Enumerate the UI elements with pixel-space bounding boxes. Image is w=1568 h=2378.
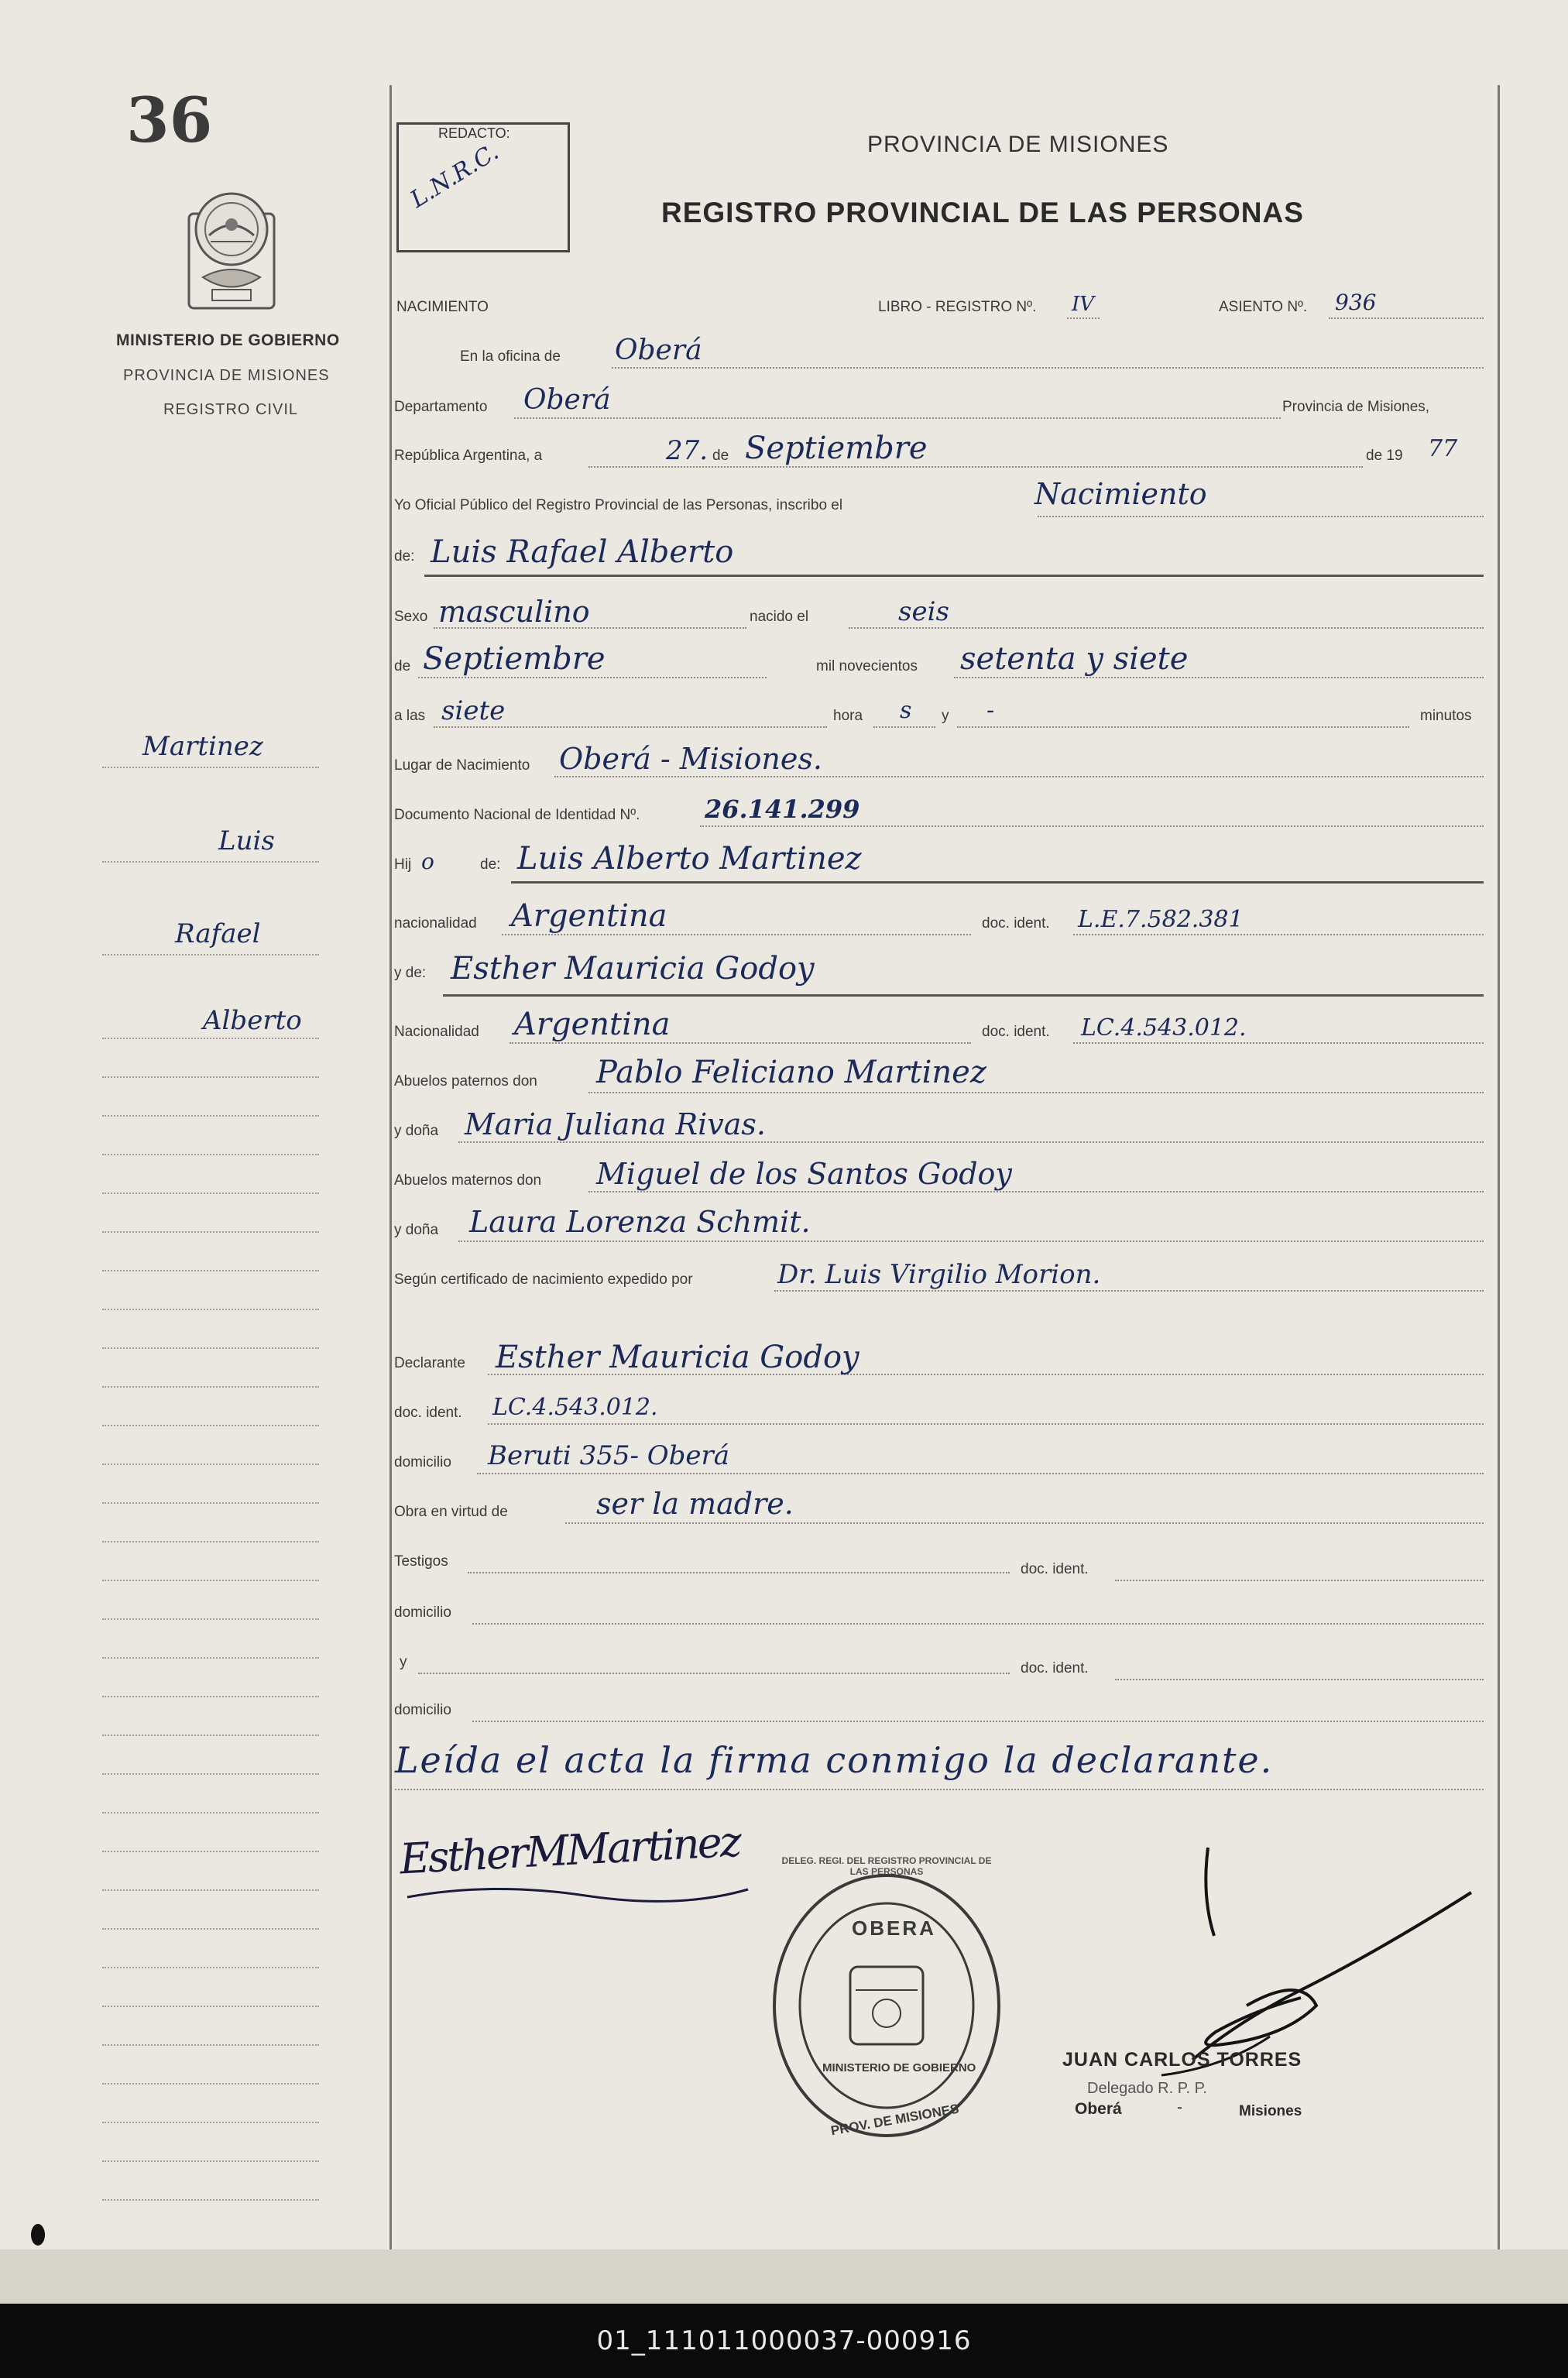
margin-line <box>102 1464 319 1465</box>
domicilio-value: Beruti 355- Oberá <box>488 1440 730 1471</box>
closing-line <box>395 1789 1484 1790</box>
official-province: Misiones <box>1239 2103 1302 2119</box>
margin-line <box>102 1154 319 1155</box>
redacto-label: REDACTO: <box>438 125 510 141</box>
nac-madre-value: Argentina <box>514 1007 671 1042</box>
sexo-value: masculino <box>438 595 590 629</box>
asiento-value: 936 <box>1335 290 1377 315</box>
abuela-materna-value: Laura Lorenza Schmit. <box>469 1205 811 1239</box>
departamento-label: Departamento <box>394 399 488 415</box>
nac-padre-value: Argentina <box>511 898 667 934</box>
certificado-line <box>774 1290 1484 1292</box>
alas-label: a las <box>394 708 426 724</box>
dni-value: 26.141.299 <box>705 794 860 824</box>
libro-line <box>1067 317 1100 319</box>
margin-line <box>102 1851 319 1852</box>
declarante-doc-value: LC.4.543.012. <box>492 1394 658 1421</box>
mil-line <box>954 677 1484 678</box>
hijo-suffix: o <box>421 849 434 874</box>
margin-line <box>102 1192 319 1194</box>
delegation-round-stamp-icon <box>767 1866 1007 2145</box>
margin-line <box>102 1076 319 1078</box>
margin-line <box>102 1967 319 1968</box>
margin-given-name-1: Luis <box>218 825 275 856</box>
margin-line <box>102 1425 319 1426</box>
abuelos-maternos-label: Abuelos maternos don <box>394 1172 542 1189</box>
y-testigo-line <box>418 1673 1010 1674</box>
mes2-line <box>418 677 767 678</box>
margin-line <box>102 2160 319 2162</box>
lugar-line <box>554 776 1484 777</box>
coat-of-arms-icon <box>180 184 283 311</box>
padre-label: de: <box>480 856 501 873</box>
margin-line <box>102 861 319 863</box>
yo-oficial-label: Yo Oficial Público del Registro Provincial de las Personas, inscribo el <box>394 497 843 513</box>
testigos-doc-line <box>1115 1580 1484 1581</box>
republica-label: República Argentina, a <box>394 448 543 464</box>
right-margin-rule <box>1498 85 1500 2253</box>
margin-line <box>102 1309 319 1310</box>
padre-value: Luis Alberto Martinez <box>517 841 862 877</box>
footer-bar <box>0 2304 1568 2378</box>
registry-subheading: REGISTRO CIVIL <box>163 401 299 418</box>
margin-line <box>102 2122 319 2123</box>
certificado-value: Dr. Luis Virgilio Morion. <box>777 1259 1101 1290</box>
province-subheading: PROVINCIA DE MISIONES <box>123 367 330 384</box>
alas-line <box>434 726 827 728</box>
abuelos-paternos-line <box>588 1092 1484 1093</box>
dia-value: 27. <box>666 435 709 466</box>
declarante-doc-line <box>488 1423 1484 1425</box>
nacido-line <box>849 627 1484 629</box>
doc-madre-value: LC.4.543.012. <box>1081 1014 1247 1041</box>
lugar-label: Lugar de Nacimiento <box>394 757 530 774</box>
signature-flourish-icon <box>400 1866 756 1913</box>
hora-value: s <box>900 697 912 724</box>
abuela-paterna-line <box>458 1141 1484 1143</box>
testigos-domicilio-label: domicilio <box>394 1604 451 1621</box>
nacido-value: seis <box>898 596 949 627</box>
y-testigo-doc-line <box>1115 1679 1484 1680</box>
nombre-line <box>424 575 1484 577</box>
doc-padre-value: L.E.7.582.381 <box>1078 906 1244 933</box>
margin-line <box>102 1270 319 1271</box>
abuela-materna-label: y doña <box>394 1222 439 1238</box>
page-number: 36 <box>126 84 213 156</box>
abuelos-paternos-value: Pablo Feliciano Martinez <box>596 1055 986 1090</box>
fecha-line <box>588 466 1363 468</box>
y-testigo-label: y <box>400 1654 407 1670</box>
anio-label: de 19 <box>1366 448 1403 464</box>
testigos-label: Testigos <box>394 1553 448 1570</box>
official-role: Delegado R. P. P. <box>1087 2080 1207 2097</box>
nac-padre-label: nacionalidad <box>394 915 477 932</box>
abuelos-paternos-label: Abuelos paternos don <box>394 1073 537 1089</box>
closing-sentence: Leída el acta la firma conmigo la declarante. <box>395 1739 1274 1781</box>
libro-label: LIBRO - REGISTRO Nº. <box>878 299 1037 315</box>
declarante-doc-label: doc. ident. <box>394 1405 462 1421</box>
stamp-province: PROV. DE MISIONES <box>829 2101 960 2139</box>
doc-madre-label: doc. ident. <box>982 1024 1050 1040</box>
testigos-line <box>468 1572 1010 1573</box>
margin-line <box>102 2083 319 2085</box>
margin-line <box>102 954 319 956</box>
mes2-value: Septiembre <box>423 641 606 677</box>
oficina-line <box>612 367 1484 369</box>
minutos-value: - <box>986 697 995 724</box>
de2-label: de <box>394 658 411 674</box>
margin-line <box>102 1386 319 1388</box>
obra-line <box>565 1522 1484 1524</box>
margin-given-name-3: Alberto <box>203 1005 302 1036</box>
margin-line <box>102 2199 319 2201</box>
de-label: de <box>712 448 729 464</box>
record-type-label: NACIMIENTO <box>396 299 489 315</box>
domicilio-label: domicilio <box>394 1454 451 1470</box>
hijo-label: Hij <box>394 856 412 873</box>
mes-value: Septiembre <box>745 431 928 466</box>
page-edge <box>0 2249 1568 2304</box>
hora-label: hora <box>833 708 863 724</box>
margin-given-name-2: Rafael <box>175 918 261 949</box>
dni-line <box>700 825 1484 827</box>
margin-line <box>102 1773 319 1775</box>
stamp-ring-text: DELEG. REGI. DEL REGISTRO PROVINCIAL DE LAS PERSONAS <box>781 1855 992 1877</box>
declarante-label: Declarante <box>394 1355 465 1371</box>
inscribo-value: Nacimiento <box>1034 477 1207 511</box>
alas-value: siete <box>441 695 506 726</box>
margin-line <box>102 1541 319 1542</box>
departamento-line <box>514 417 1281 419</box>
margin-line <box>102 2006 319 2007</box>
y-label: y <box>942 708 949 724</box>
minutos-line <box>957 726 1409 728</box>
madre-line <box>443 994 1484 997</box>
margin-surname: Martinez <box>142 731 263 762</box>
inscribo-line <box>1038 516 1484 517</box>
margin-line <box>102 2044 319 2046</box>
asiento-label: ASIENTO Nº. <box>1219 299 1308 315</box>
margin-line <box>102 1618 319 1620</box>
abuelos-maternos-line <box>588 1191 1484 1192</box>
nac-madre-label: Nacionalidad <box>394 1024 479 1040</box>
madre-value: Esther Mauricia Godoy <box>451 951 815 987</box>
lugar-value: Oberá - Misiones. <box>559 742 822 776</box>
padre-line <box>511 881 1484 884</box>
doc-madre-line <box>1073 1042 1484 1044</box>
domicilio2-label: domicilio <box>394 1702 451 1718</box>
margin-line <box>102 1735 319 1736</box>
declarante-value: Esther Mauricia Godoy <box>496 1340 859 1375</box>
declarant-signature: EstherMMartinez <box>398 1817 741 1884</box>
margin-line <box>102 1580 319 1581</box>
minutos-label: minutos <box>1420 708 1472 724</box>
margin-line <box>102 1502 319 1504</box>
y-testigo-doc-label: doc. ident. <box>1021 1660 1089 1676</box>
oficina-value: Oberá <box>615 335 702 366</box>
nac-padre-line <box>502 934 971 935</box>
margin-line <box>102 1231 319 1233</box>
nombre-label: de: <box>394 548 415 564</box>
margin-line <box>102 1928 319 1930</box>
margin-line <box>102 1812 319 1814</box>
dni-label: Documento Nacional de Identidad Nº. <box>394 807 640 823</box>
sexo-label: Sexo <box>394 609 428 625</box>
left-margin-rule <box>389 85 392 2253</box>
abuelos-maternos-value: Miguel de los Santos Godoy <box>596 1157 1012 1191</box>
abuela-paterna-label: y doña <box>394 1123 439 1139</box>
obra-value: ser la madre. <box>596 1487 794 1521</box>
abuela-paterna-value: Maria Juliana Rivas. <box>465 1107 766 1141</box>
margin-line <box>102 1115 319 1117</box>
obra-label: Obra en virtud de <box>394 1504 508 1520</box>
anio-value: 77 <box>1428 435 1458 462</box>
margin-line <box>102 1696 319 1697</box>
libro-value: IV <box>1072 293 1095 316</box>
mil-value: setenta y siete <box>960 641 1189 677</box>
stamp-ministry: MINISTERIO DE GOBIERNO <box>822 2061 976 2074</box>
oficina-label: En la oficina de <box>460 348 561 365</box>
redacto-value: L.N.R.C. <box>406 138 504 214</box>
official-dash: - <box>1177 2098 1182 2116</box>
certificado-label: Según certificado de nacimiento expedido por <box>394 1271 693 1288</box>
mil-label: mil novecientos <box>816 658 918 674</box>
doc-padre-line <box>1073 934 1484 935</box>
registry-title: REGISTRO PROVINCIAL DE LAS PERSONAS <box>661 197 1304 228</box>
nombre-value: Luis Rafael Alberto <box>431 534 734 570</box>
margin-line <box>102 1038 319 1039</box>
testigos-doc-label: doc. ident. <box>1021 1561 1089 1577</box>
asiento-line <box>1329 317 1484 319</box>
abuela-materna-line <box>458 1240 1484 1242</box>
punch-hole <box>31 2224 45 2246</box>
official-city: Oberá <box>1075 2100 1122 2118</box>
ministry-heading: MINISTERIO DE GOBIERNO <box>116 331 340 349</box>
madre-label: y de: <box>394 965 427 981</box>
doc-padre-label: doc. ident. <box>982 915 1050 932</box>
footer-image-id: 01_111011000037-000916 <box>596 2325 972 2356</box>
domicilio2-line <box>472 1721 1484 1722</box>
testigos-domicilio-line <box>472 1623 1484 1625</box>
official-name: JUAN CARLOS TORRES <box>1062 2049 1302 2071</box>
nac-madre-line <box>510 1042 971 1044</box>
departamento-value: Oberá <box>523 384 611 416</box>
margin-line <box>102 1347 319 1349</box>
province-header: PROVINCIA DE MISIONES <box>867 132 1169 157</box>
hora-line <box>873 726 935 728</box>
margin-line <box>102 1657 319 1659</box>
stamp-city: OBERA <box>852 1916 936 1940</box>
domicilio-line <box>477 1473 1484 1474</box>
provincia-label: Provincia de Misiones, <box>1282 399 1430 415</box>
nacido-label: nacido el <box>750 609 809 625</box>
margin-line <box>102 1889 319 1891</box>
margin-line <box>102 767 319 768</box>
